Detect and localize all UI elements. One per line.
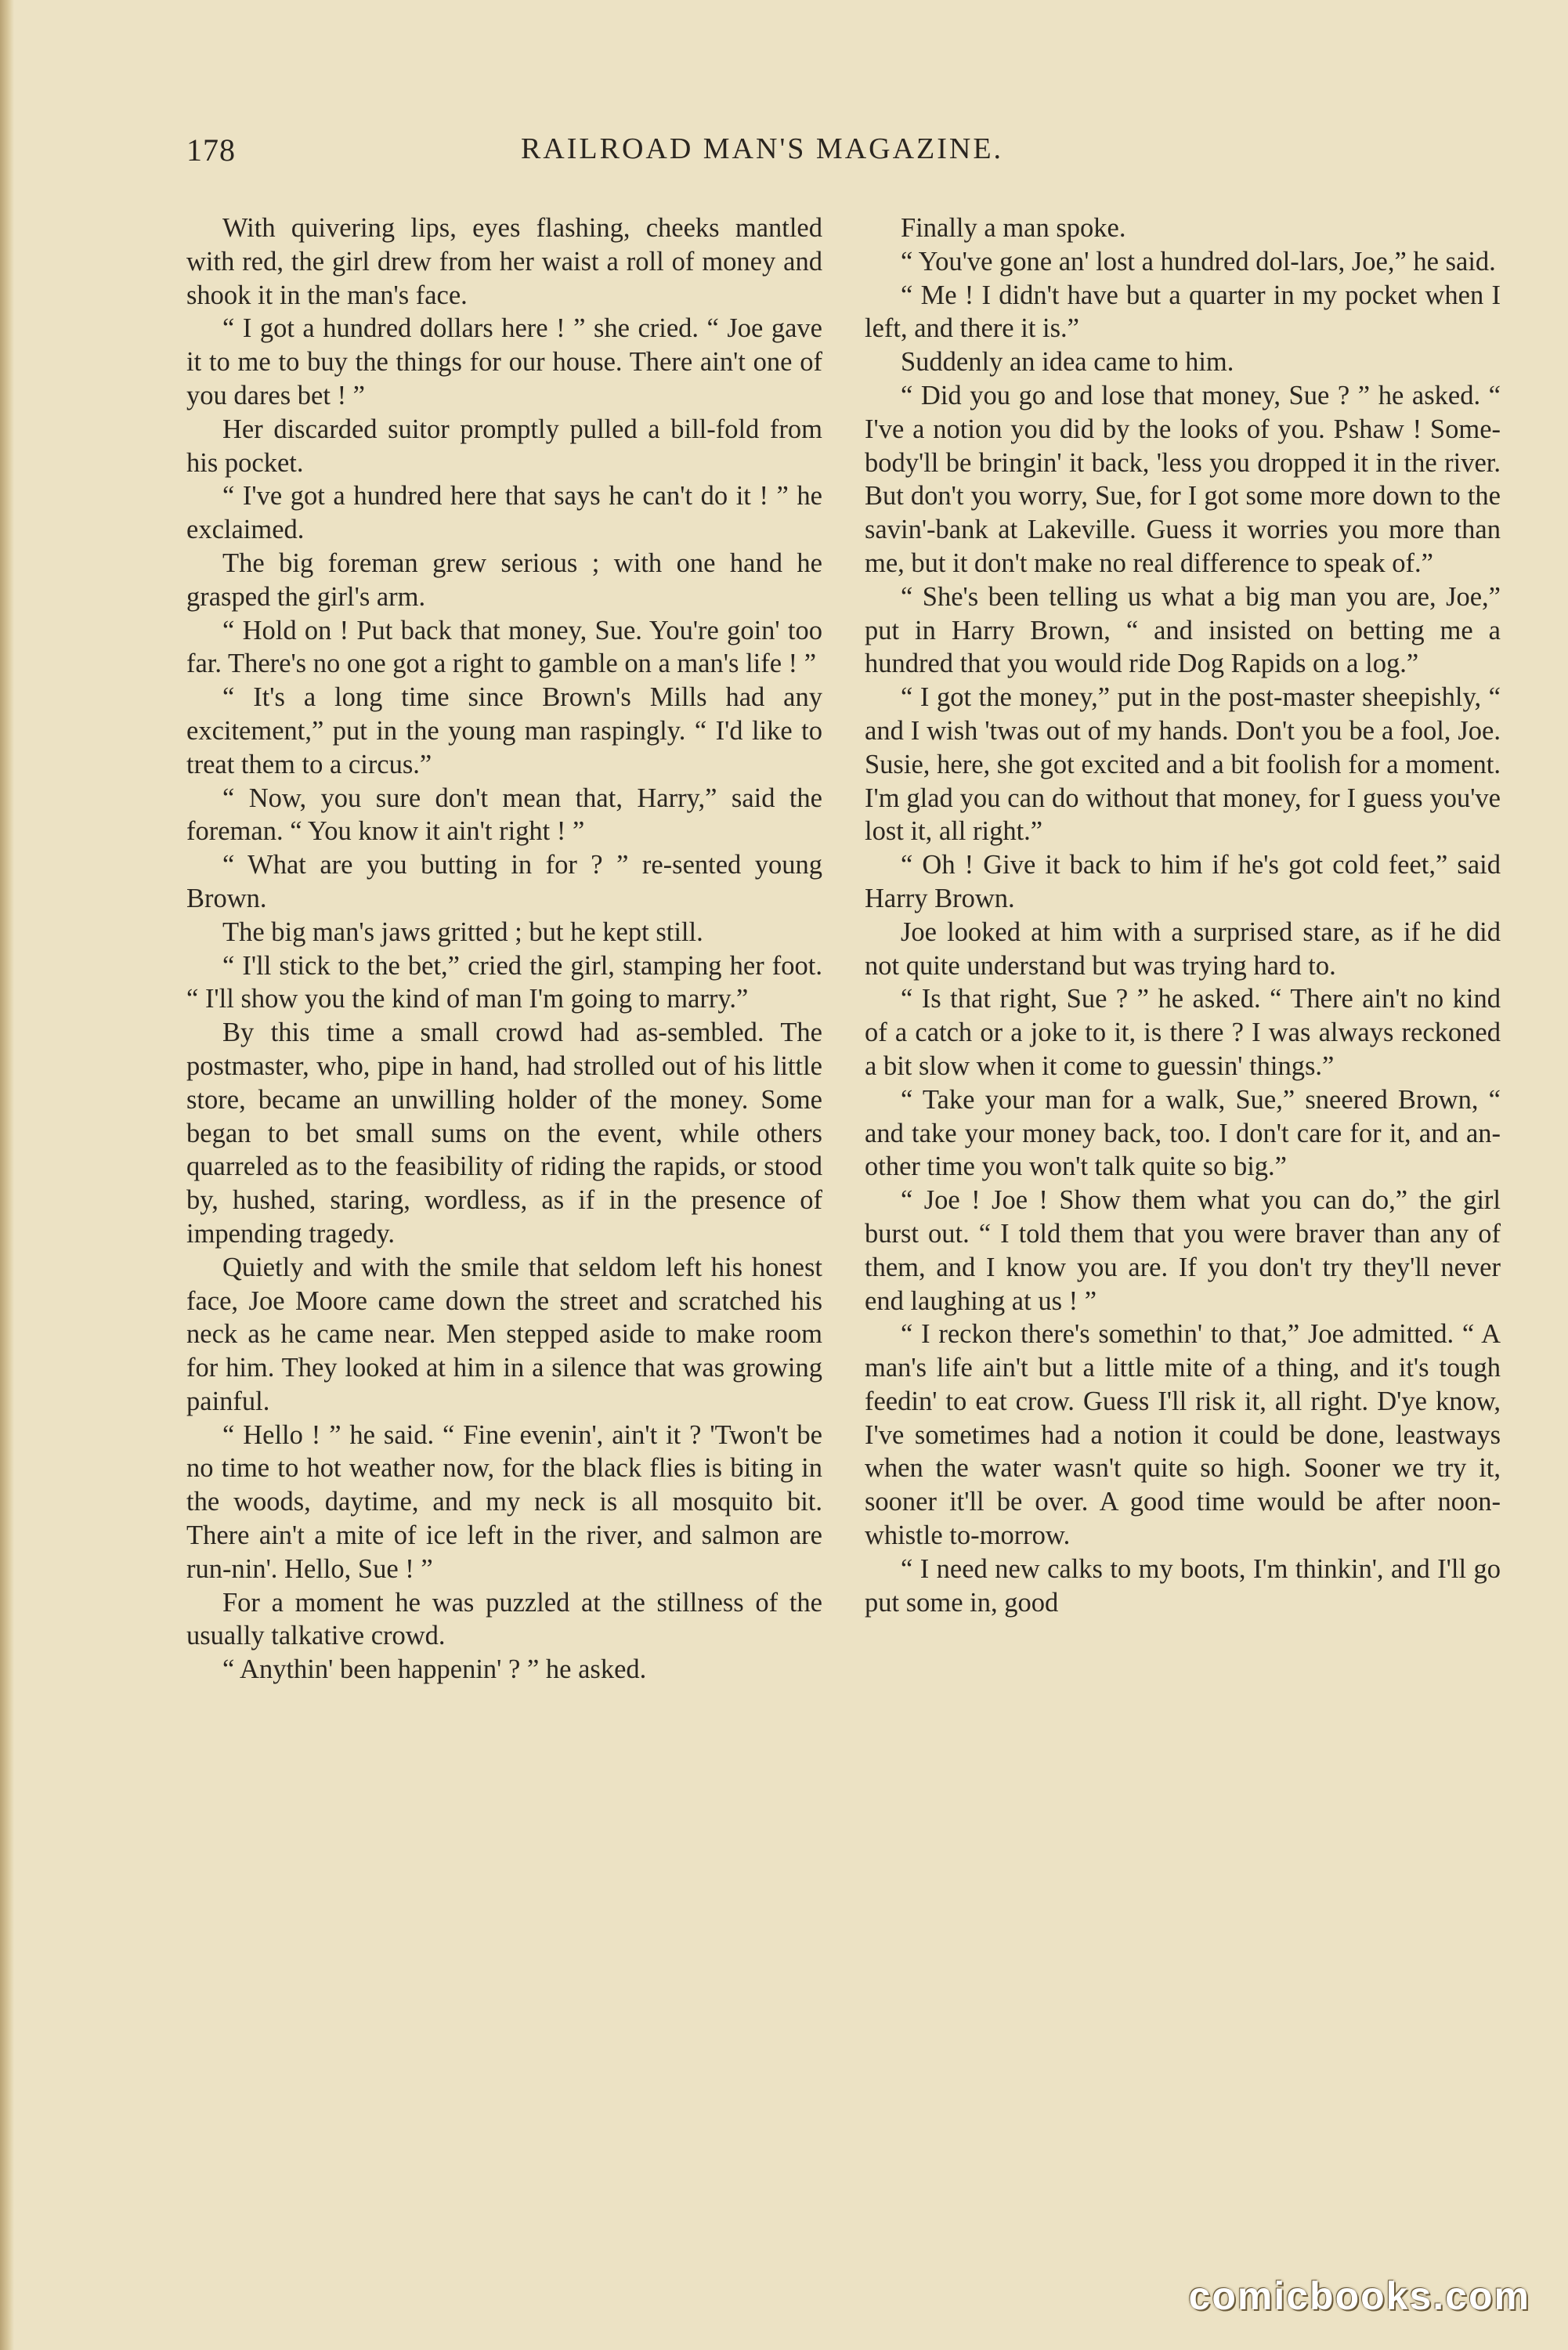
paragraph: “ She's been telling us what a big man you are, Joe,” put in Harry Brown, “ and insisted on betting me a hundred that you would ride Dog Rapids on a log.”: [865, 581, 1501, 679]
running-title: RAILROAD MAN'S MAGAZINE.: [520, 132, 1004, 165]
paragraph: “ I'll stick to the bet,” cried the girl, stamping her foot. “ I'll show you the kind of man I'm going to marry.”: [186, 950, 822, 1014]
page-binding-edge: [0, 0, 14, 2350]
paragraph: The big man's jaws gritted ; but he kept still.: [222, 916, 703, 947]
paragraph: Joe looked at him with a surprised stare, as if he did not quite understand but was trying hard to.: [865, 916, 1501, 981]
watermark: comicbooks.com: [1188, 2274, 1530, 2318]
paragraph: “ Anythin' been happenin' ? ” he asked.: [222, 1654, 647, 1685]
paragraph: “ Me ! I didn't have but a quarter in my pocket when I left, and there it is.”: [865, 280, 1501, 344]
paragraph: Her discarded suitor promptly pulled a bill-fold from his pocket.: [186, 414, 822, 478]
paragraph: Suddenly an idea came to him.: [901, 347, 1234, 378]
paragraph: By this time a small crowd had as-sembled. The postmaster, who, pipe in hand, had strolled out of his little store, became an unwilling holder of the money. Some began to bet small sums on the event, while others quarreled as to the feasibility of riding the rapids, or stood by, hushed, staring, wordless, as if in the presence of impending tragedy.: [186, 1018, 822, 1249]
left-text-column: [186, 212, 822, 1687]
paragraph: “ What are you butting in for ? ” re-sented young Brown.: [186, 850, 822, 913]
paragraph: “ It's a long time since Brown's Mills had any excitement,” put in the young man raspingly. “ I'd like to treat them to a circus.”: [186, 682, 822, 779]
paragraph: “ I've got a hundred here that says he can't do it ! ” he exclaimed.: [186, 481, 822, 545]
paragraph: “ Oh ! Give it back to him if he's got cold feet,” said Harry Brown.: [865, 850, 1501, 913]
paragraph: “ Is that right, Sue ? ” he asked. “ There ain't no kind of a catch or a joke to it, is there ? I was always reckoned a bit slow when it come to guessin' things.”: [865, 984, 1501, 1081]
paragraph: “ I reckon there's somethin' to that,” Joe admitted. “ A man's life ain't but a little mite of a thing, and it's tough feedin' to eat crow. Guess I'll risk it, all right. D'ye know, I've sometimes had a notion it could be done, leastways when the water wasn't quite so high. Sooner we try it, sooner it'll be over. A good time would be after noon-whistle to-morrow.: [865, 1319, 1501, 1551]
paragraph: “ Hello ! ” he said. “ Fine evenin', ain't it ? 'Twon't be no time to hot weather now, for the black flies is biting in the woods, daytime, and my neck is all mosquito bit. There ain't a mite of ice left in the river, and salmon are run-nin'. Hello, Sue ! ”: [186, 1419, 822, 1584]
paragraph: “ Now, you sure don't mean that, Harry,” said the foreman. “ You know it ain't right ! ”: [186, 783, 822, 847]
paragraph: “ I got the money,” put in the post-master sheepishly, “ and I wish 'twas out of my hands. Don't you be a fool, Joe. Susie, here, she got excited and a bit foolish for a moment. I'm glad you can do without that money, for I guess you've lost it, all right.”: [865, 682, 1501, 847]
paragraph: “ Joe ! Joe ! Show them what you can do,” the girl burst out. “ I told them that you were braver than any of them, and I know you are. If you don't try they'll never end laughing at us ! ”: [865, 1185, 1501, 1316]
page-header: [186, 132, 1338, 179]
paragraph: Quietly and with the smile that seldom left his honest face, Joe Moore came down the street and scratched his neck as he came near. Men stepped aside to make room for him. They looked at him in a silence that was growing painful.: [186, 1252, 822, 1416]
paragraph: “ Did you go and lose that money, Sue ? ” he asked. “ I've a notion you did by the looks of you. Pshaw ! Some-body'll be bringin' it back, 'less you dropped it in the river. But don't you worry, Sue, for I got some more down to the savin'-bank at Lakeville. Guess it worries you more than me, but it don't make no real difference to speak of.”: [865, 380, 1501, 578]
paragraph: With quivering lips, eyes flashing, cheeks mantled with red, the girl drew from her waist a roll of money and shook it in the man's face.: [186, 213, 822, 310]
paragraph: “ I need new calks to my boots, I'm thinkin', and I'll go put some in, good: [865, 1553, 1501, 1618]
paragraph: The big foreman grew serious ; with one hand he grasped the girl's arm.: [186, 548, 822, 612]
paragraph: “ I got a hundred dollars here ! ” she cried. “ Joe gave it to me to buy the things for our house. There ain't one of you dares bet ! ”: [186, 313, 822, 410]
paragraph: For a moment he was puzzled at the stillness of the usually talkative crowd.: [186, 1587, 822, 1651]
page-number: 178: [186, 132, 236, 168]
paragraph: “ Take your man for a walk, Sue,” sneered Brown, “ and take your money back, too. I don't care for it, and an-other time you won't talk quite so big.”: [865, 1084, 1501, 1182]
paragraph: “ Hold on ! Put back that money, Sue. You're goin' too far. There's no one got a right to gamble on a man's life ! ”: [186, 615, 822, 679]
paragraph: Finally a man spoke.: [901, 213, 1126, 243]
right-text-column: [865, 212, 1501, 1619]
paragraph: “ You've gone an' lost a hundred dol-lars, Joe,” he said.: [901, 246, 1496, 277]
